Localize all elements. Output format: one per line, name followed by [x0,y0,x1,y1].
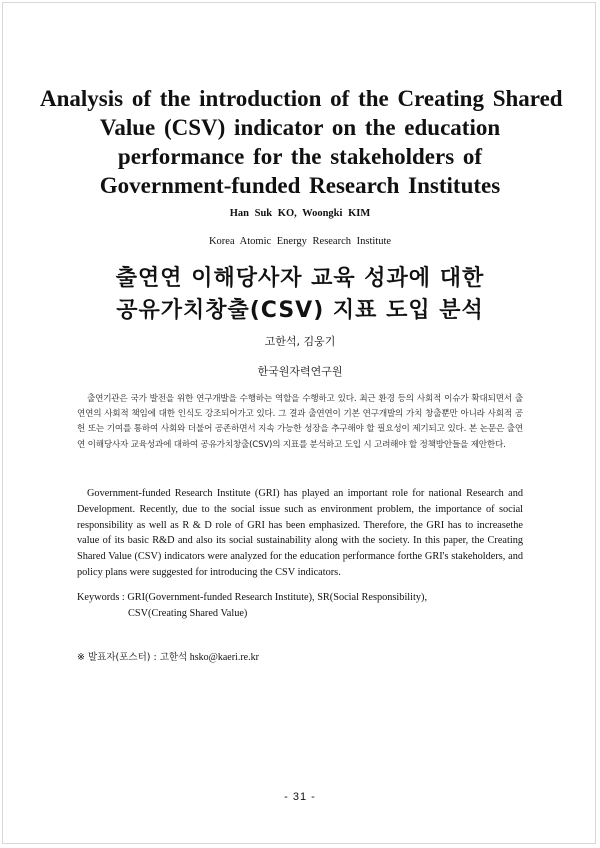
page-number: - 31 - [284,791,316,803]
english-authors: Han Suk KO, Woongki KIM [229,208,371,219]
korean-title-line: 공유가치창출(CSV) 지표 도입 분석 [116,298,484,323]
keywords-line-1: GRI(Government-funded Research Institute), SR(Social Responsibility), [127,592,428,603]
korean-title [40,263,560,327]
keywords-label: Keywords : [77,592,128,603]
presenter-label: ※ 발표자(포스터) : 고한석 [77,652,188,663]
presenter-email: hsko@kaeri.re.kr [189,652,259,663]
english-title-line: Value (CSV) indicator on the education [99,115,501,140]
keywords-line-2: CSV(Creating Shared Value) [128,608,248,619]
keywords [77,590,523,622]
english-title-line: Analysis of the introduction of the Creating Shared [40,86,563,111]
korean-title-line: 출연연 이해당사자 교육 성과에 대한 [115,266,485,291]
presenter-note [77,649,523,663]
english-title-line: Government-funded Research Institutes [99,173,501,198]
english-affiliation: Korea Atomic Energy Research Institute [208,236,392,247]
english-abstract: Government-funded Research Institute (GRI) has played an important role for national Research and Development. Recently, due to the social issue such as environment problem, the importance of social responsibility as well as R & D role of GRI has been emphasized. Therefore, the GRI has to increasethe value of its basic R&D and also its social sustainability along with the society. In this paper, the Creating Shared Value (CSV) indicators were analyzed for the education performance forthe GRI's stakeholders, and policy plans were suggested for introducing the CSV indicators. [77,488,523,578]
english-title [40,84,563,200]
korean-affiliation: 한국원자력연구원 [257,365,343,378]
korean-abstract: 출연기관은 국가 발전을 위한 연구개발을 수행하는 역할을 수행하고 있다. 최근 환경 등의 사회적 이슈가 확대되면서 출연연의 사회적 책임에 대한 인식도 강조되어가고 있다. 그 결과 출연연이 기본 연구개발의 가치 창출뿐만 아니라 사회적 공헌 또는 기여를 통하여 사회와 더불어 공존하면서 지속 가능한 성장을 추구해야 할 필요성이 제기되고 있다. 본 논문은 출연연 이해당사자 교육성과에 대하여 공유가치창출(CSV)의 지표를 분석하고 도입 시 고려해야 할 정책방안들을 제안한다. [77,394,523,450]
korean-authors: 고한석, 김웅기 [264,335,336,348]
english-title-line: performance for the stakeholders of [117,144,483,169]
